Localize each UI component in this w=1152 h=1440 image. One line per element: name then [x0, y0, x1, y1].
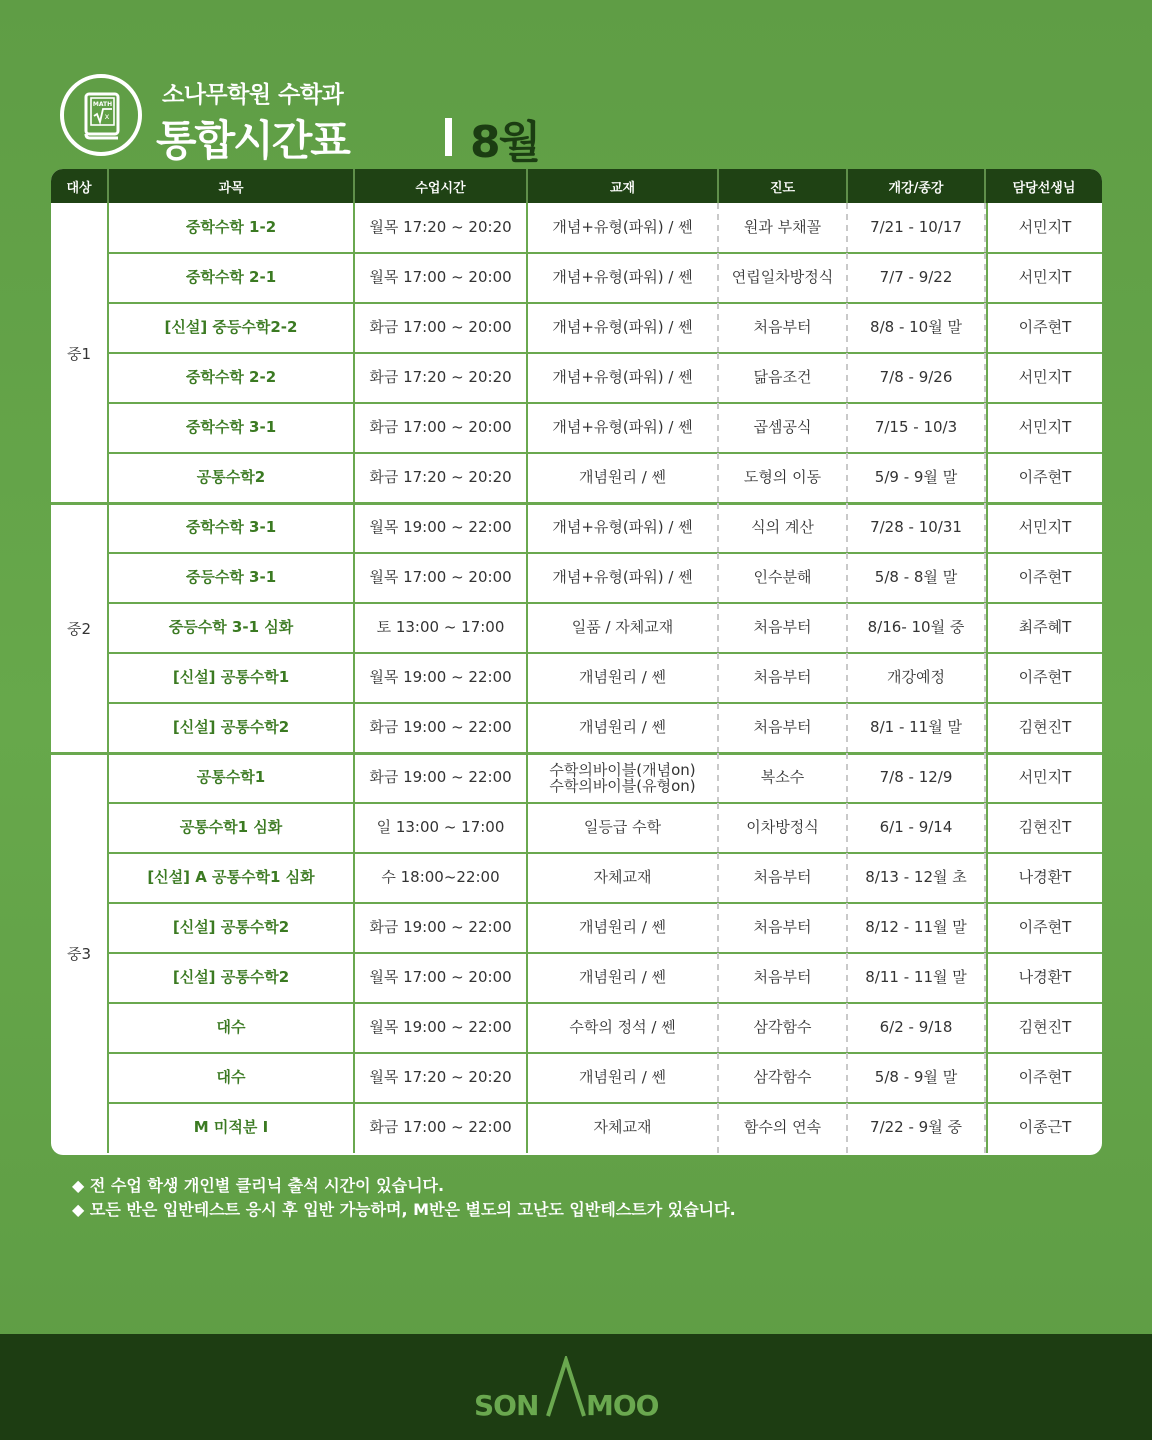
subject-cell: 중등수학 3-1 [109, 553, 355, 603]
teacher-cell: 서민지T [986, 403, 1102, 453]
table-row [109, 303, 1102, 353]
table-row [109, 853, 1102, 903]
grade-label: 중2 [51, 503, 109, 753]
book-cell: 개념원리 / 쎈 [528, 653, 719, 703]
teacher-cell: 이주현T [986, 453, 1102, 503]
note-line: ◆ 전 수업 학생 개인별 클리닉 출석 시간이 있습니다. [72, 1176, 445, 1195]
footer [0, 1334, 1152, 1440]
progress-cell: 처음부터 [719, 853, 848, 903]
progress-cell: 처음부터 [719, 603, 848, 653]
period-cell: 5/8 - 9월 말 [848, 1053, 986, 1103]
month-label: 8월 [470, 117, 540, 168]
book-cell: 개념+유형(파워) / 쎈 [528, 403, 719, 453]
table-body [51, 203, 1102, 1155]
column-header: 교재 [528, 169, 719, 203]
teacher-cell: 최주혜T [986, 603, 1102, 653]
subject-cell: 공통수학2 [109, 453, 355, 503]
progress-cell: 도형의 이동 [719, 453, 848, 503]
period-cell: 5/8 - 8월 말 [848, 553, 986, 603]
book-cell: 수학의바이블(개념on) 수학의바이블(유형on) [528, 753, 719, 803]
time-cell: 월목 19:00 ~ 22:00 [355, 503, 528, 553]
header [60, 68, 760, 168]
progress-cell: 이차방정식 [719, 803, 848, 853]
logo-text: MATH [92, 101, 113, 108]
table-row [109, 803, 1102, 853]
column-header: 수업시간 [355, 169, 528, 203]
subject-cell: [신설] 공통수학2 [109, 703, 355, 753]
subject-cell: [신설] 공통수학2 [109, 903, 355, 953]
table-row [109, 653, 1102, 703]
period-cell: 8/13 - 12월 초 [848, 853, 986, 903]
table-row [109, 603, 1102, 653]
grade-label: 중3 [51, 753, 109, 1153]
progress-cell: 삼각함수 [719, 1003, 848, 1053]
time-cell: 화금 19:00 ~ 22:00 [355, 753, 528, 803]
book-cell: 개념원리 / 쎈 [528, 1053, 719, 1103]
table-row [109, 703, 1102, 753]
period-cell: 7/7 - 9/22 [848, 253, 986, 303]
book-cell: 개념원리 / 쎈 [528, 903, 719, 953]
page-title: 통합시간표 [156, 116, 349, 165]
progress-cell: 처음부터 [719, 703, 848, 753]
teacher-cell: 김현진T [986, 703, 1102, 753]
period-cell: 7/28 - 10/31 [848, 503, 986, 553]
progress-cell: 식의 계산 [719, 503, 848, 553]
book-cell: 개념+유형(파워) / 쎈 [528, 303, 719, 353]
svg-text:x: x [104, 112, 110, 121]
book-cell: 일품 / 자체교재 [528, 603, 719, 653]
subject-cell: [신설] 중등수학2-2 [109, 303, 355, 353]
table-row [109, 203, 1102, 253]
time-cell: 화금 19:00 ~ 22:00 [355, 903, 528, 953]
teacher-cell: 김현진T [986, 1003, 1102, 1053]
period-cell: 6/2 - 9/18 [848, 1003, 986, 1053]
progress-cell: 처음부터 [719, 903, 848, 953]
progress-cell: 인수분해 [719, 553, 848, 603]
time-cell: 월목 17:20 ~ 20:20 [355, 203, 528, 253]
table-row [109, 253, 1102, 303]
teacher-cell: 서민지T [986, 253, 1102, 303]
subject-cell: 중학수학 1-2 [109, 203, 355, 253]
column-header: 대상 [51, 169, 109, 203]
table-row [109, 953, 1102, 1003]
book-cell: 일등급 수학 [528, 803, 719, 853]
progress-cell: 닮음조건 [719, 353, 848, 403]
progress-cell: 삼각함수 [719, 1053, 848, 1103]
teacher-cell: 이주현T [986, 553, 1102, 603]
teacher-cell: 나경환T [986, 953, 1102, 1003]
time-cell: 월목 17:00 ~ 20:00 [355, 253, 528, 303]
notes [72, 1174, 736, 1222]
period-cell: 7/8 - 12/9 [848, 753, 986, 803]
teacher-cell: 김현진T [986, 803, 1102, 853]
table-row [109, 353, 1102, 403]
table-row [109, 403, 1102, 453]
note-line: ◆ 모든 반은 입반테스트 응시 후 입반 가능하며, M반은 별도의 고난도 입반테스트가 있습니다. [72, 1200, 736, 1219]
progress-cell: 함수의 연속 [719, 1103, 848, 1153]
teacher-cell: 나경환T [986, 853, 1102, 903]
time-cell: 화금 19:00 ~ 22:00 [355, 703, 528, 753]
group-block [51, 203, 1102, 503]
math-book-icon [60, 74, 142, 156]
period-cell: 7/22 - 9월 중 [848, 1103, 986, 1153]
group-block [51, 503, 1102, 753]
time-cell: 화금 17:20 ~ 20:20 [355, 353, 528, 403]
progress-cell: 원과 부채꼴 [719, 203, 848, 253]
progress-cell: 연립일차방정식 [719, 253, 848, 303]
page-subtitle: 소나무학원 수학과 [162, 82, 344, 108]
period-cell: 8/12 - 11월 말 [848, 903, 986, 953]
teacher-cell: 이주현T [986, 903, 1102, 953]
subject-cell: 중학수학 3-1 [109, 403, 355, 453]
table-row [109, 1103, 1102, 1153]
time-cell: 화금 17:20 ~ 20:20 [355, 453, 528, 503]
period-cell: 7/15 - 10/3 [848, 403, 986, 453]
book-cell: 개념+유형(파워) / 쎈 [528, 253, 719, 303]
period-cell: 8/16- 10월 중 [848, 603, 986, 653]
teacher-cell: 이종근T [986, 1103, 1102, 1153]
subject-cell: [신설] 공통수학1 [109, 653, 355, 703]
table-row [109, 903, 1102, 953]
period-cell: 8/1 - 11월 말 [848, 703, 986, 753]
time-cell: 월목 19:00 ~ 22:00 [355, 1003, 528, 1053]
subject-cell: 공통수학1 [109, 753, 355, 803]
time-cell: 토 13:00 ~ 17:00 [355, 603, 528, 653]
table-header [51, 169, 1102, 203]
time-cell: 일 13:00 ~ 17:00 [355, 803, 528, 853]
svg-text:MOO: MOO [586, 1389, 659, 1420]
subject-cell: M 미적분 Ⅰ [109, 1103, 355, 1153]
progress-cell: 처음부터 [719, 953, 848, 1003]
book-cell: 개념원리 / 쎈 [528, 453, 719, 503]
time-cell: 화금 17:00 ~ 22:00 [355, 1103, 528, 1153]
grade-label: 중1 [51, 203, 109, 503]
book-cell: 개념+유형(파워) / 쎈 [528, 553, 719, 603]
column-header: 개강/종강 [848, 169, 986, 203]
book-cell: 개념원리 / 쎈 [528, 703, 719, 753]
book-cell: 개념원리 / 쎈 [528, 953, 719, 1003]
time-cell: 화금 17:00 ~ 20:00 [355, 303, 528, 353]
title-divider [445, 118, 452, 156]
period-cell: 7/21 - 10/17 [848, 203, 986, 253]
teacher-cell: 서민지T [986, 353, 1102, 403]
subject-cell: 대수 [109, 1003, 355, 1053]
subject-cell: 대수 [109, 1053, 355, 1103]
table-row [109, 753, 1102, 803]
table-row [109, 503, 1102, 553]
period-cell: 7/8 - 9/26 [848, 353, 986, 403]
timetable [51, 169, 1102, 1155]
column-header: 진도 [719, 169, 848, 203]
table-row [109, 1003, 1102, 1053]
svg-text:SON: SON [474, 1389, 539, 1420]
time-cell: 월목 17:20 ~ 20:20 [355, 1053, 528, 1103]
period-cell: 6/1 - 9/14 [848, 803, 986, 853]
time-cell: 수 18:00~22:00 [355, 853, 528, 903]
teacher-cell: 이주현T [986, 1053, 1102, 1103]
book-cell: 자체교재 [528, 853, 719, 903]
progress-cell: 복소수 [719, 753, 848, 803]
subject-cell: [신설] 공통수학2 [109, 953, 355, 1003]
teacher-cell: 이주현T [986, 653, 1102, 703]
table-row [109, 1053, 1102, 1103]
book-cell: 개념+유형(파워) / 쎈 [528, 503, 719, 553]
subject-cell: 중학수학 3-1 [109, 503, 355, 553]
period-cell: 개강예정 [848, 653, 986, 703]
book-cell: 수학의 정석 / 쎈 [528, 1003, 719, 1053]
teacher-cell: 서민지T [986, 753, 1102, 803]
teacher-cell: 서민지T [986, 203, 1102, 253]
group-block [51, 753, 1102, 1153]
time-cell: 월목 19:00 ~ 22:00 [355, 653, 528, 703]
period-cell: 5/9 - 9월 말 [848, 453, 986, 503]
progress-cell: 처음부터 [719, 653, 848, 703]
teacher-cell: 이주현T [986, 303, 1102, 353]
table-row [109, 453, 1102, 503]
period-cell: 8/11 - 11월 말 [848, 953, 986, 1003]
subject-cell: [신설] A 공통수학1 심화 [109, 853, 355, 903]
column-header: 과목 [109, 169, 355, 203]
subject-cell: 중학수학 2-1 [109, 253, 355, 303]
subject-cell: 중학수학 2-2 [109, 353, 355, 403]
period-cell: 8/8 - 10월 말 [848, 303, 986, 353]
sonamoo-logo [470, 1356, 682, 1420]
subject-cell: 공통수학1 심화 [109, 803, 355, 853]
subject-cell: 중등수학 3-1 심화 [109, 603, 355, 653]
teacher-cell: 서민지T [986, 503, 1102, 553]
progress-cell: 곱셈공식 [719, 403, 848, 453]
time-cell: 화금 17:00 ~ 20:00 [355, 403, 528, 453]
time-cell: 월목 17:00 ~ 20:00 [355, 953, 528, 1003]
book-cell: 개념+유형(파워) / 쎈 [528, 203, 719, 253]
time-cell: 월목 17:00 ~ 20:00 [355, 553, 528, 603]
book-cell: 개념+유형(파워) / 쎈 [528, 353, 719, 403]
book-cell: 자체교재 [528, 1103, 719, 1153]
progress-cell: 처음부터 [719, 303, 848, 353]
column-header: 담당선생님 [1012, 180, 1076, 196]
table-row [109, 553, 1102, 603]
